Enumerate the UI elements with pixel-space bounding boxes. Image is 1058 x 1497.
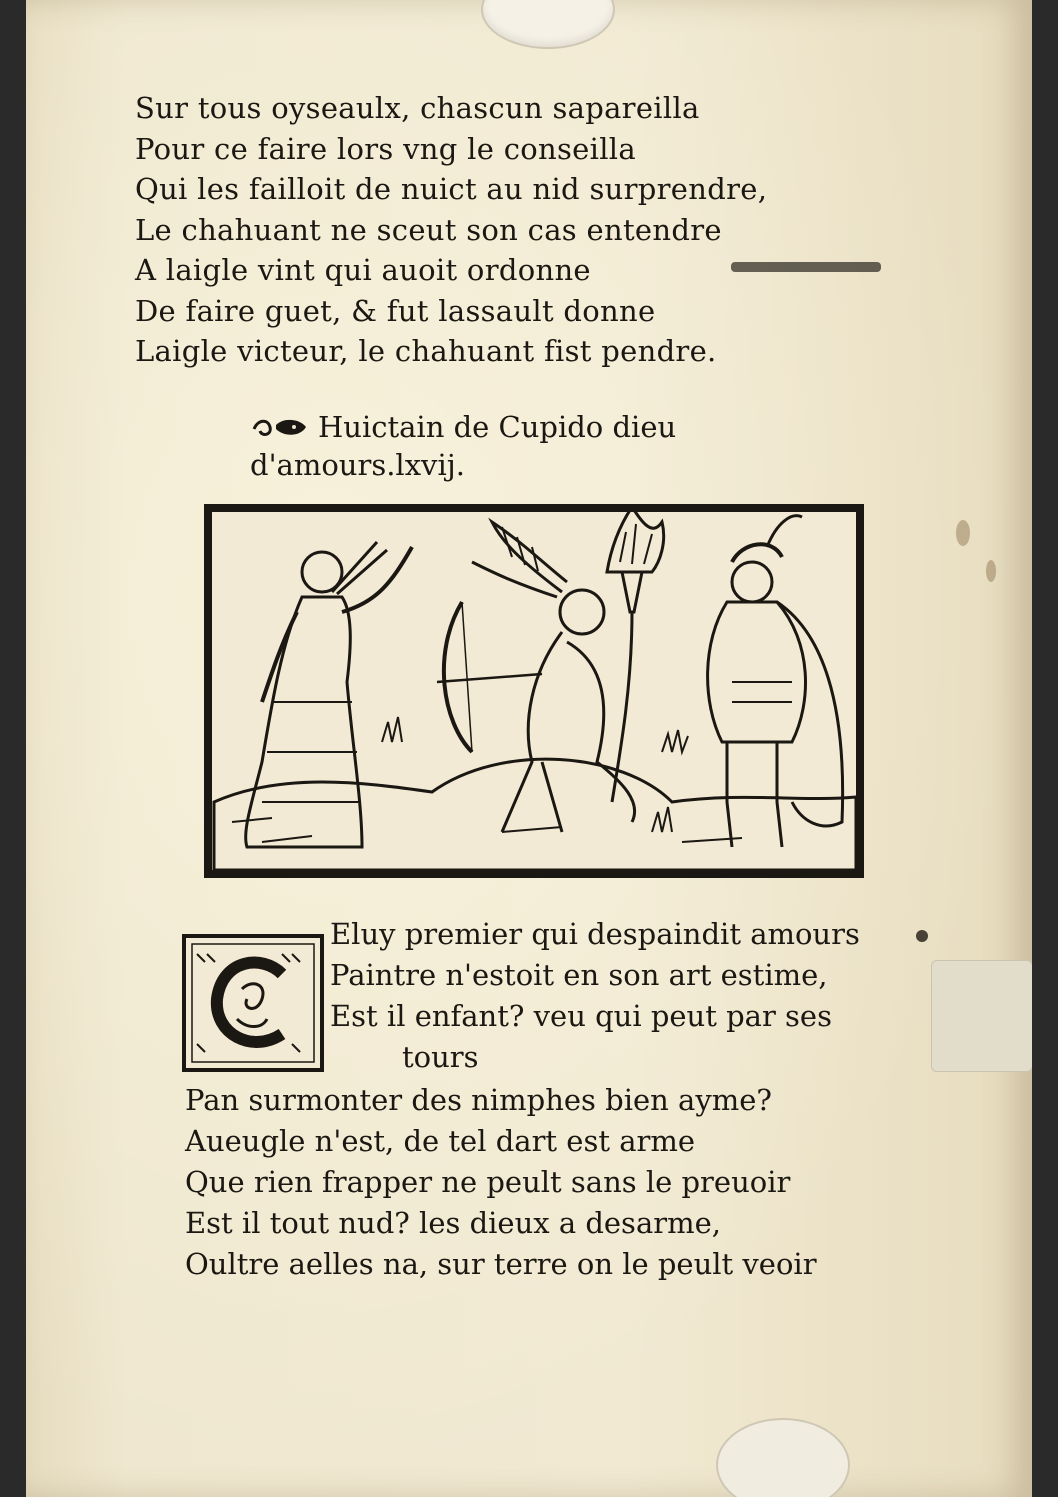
stanza-two-opening — [330, 914, 860, 1078]
stanza-one — [135, 88, 767, 372]
heading-line-1: Huictain de Cupido dieu — [318, 410, 677, 444]
paper-stain — [916, 930, 928, 942]
verse-line: Aueugle n'est, de tel dart est arme — [185, 1124, 696, 1158]
heading-line-2: d'amours.lxvij. — [250, 448, 465, 482]
verse-line: Pan surmonter des nimphes bien ayme? — [185, 1083, 772, 1117]
verse-line: Oultre aelles na, sur terre on le peult veoir — [185, 1247, 817, 1281]
verse-line: Le chahuant ne sceut son cas entendre — [135, 212, 722, 247]
woodcut-cupid-illustration-icon — [202, 502, 866, 882]
paper-stain — [956, 520, 970, 546]
section-heading — [250, 408, 676, 484]
verse-line: A laigle vint qui auoit ordonne — [135, 253, 591, 287]
verse-line: Que rien frapper ne peult sans le preuoir — [185, 1165, 791, 1199]
verse-line: Laigle victeur, le chahuant fist pendre. — [135, 334, 717, 368]
verse-line: Pour ce faire lors vng le conseilla — [135, 131, 636, 166]
verse-line: tours — [402, 1040, 479, 1074]
verse-line: Qui les failloit de nuict au nid surprendre, — [135, 172, 768, 206]
paper-repair-patch — [931, 960, 1032, 1072]
verse-line: De faire guet, & fut lassault donne — [135, 293, 656, 328]
show-through-text — [856, 60, 1032, 1300]
fleuron-icon — [250, 415, 312, 441]
paper-stain — [986, 560, 996, 582]
verse-line: Sur tous oyseaulx, chascun sapareilla — [135, 91, 700, 125]
decorated-initial-c-icon — [182, 934, 324, 1072]
verse-line: Paintre n'estoit en son art estime, — [330, 958, 828, 992]
page-clip-bottom — [716, 1418, 850, 1497]
verse-line: Est il enfant? veu qui peut par ses — [330, 999, 832, 1033]
verse-line: Est il tout nud? les dieux a desarme, — [185, 1206, 721, 1240]
page-clip-top — [481, 0, 615, 49]
verse-line: Eluy premier qui despaindit amours — [330, 917, 860, 951]
stanza-two-rest — [185, 1080, 817, 1285]
